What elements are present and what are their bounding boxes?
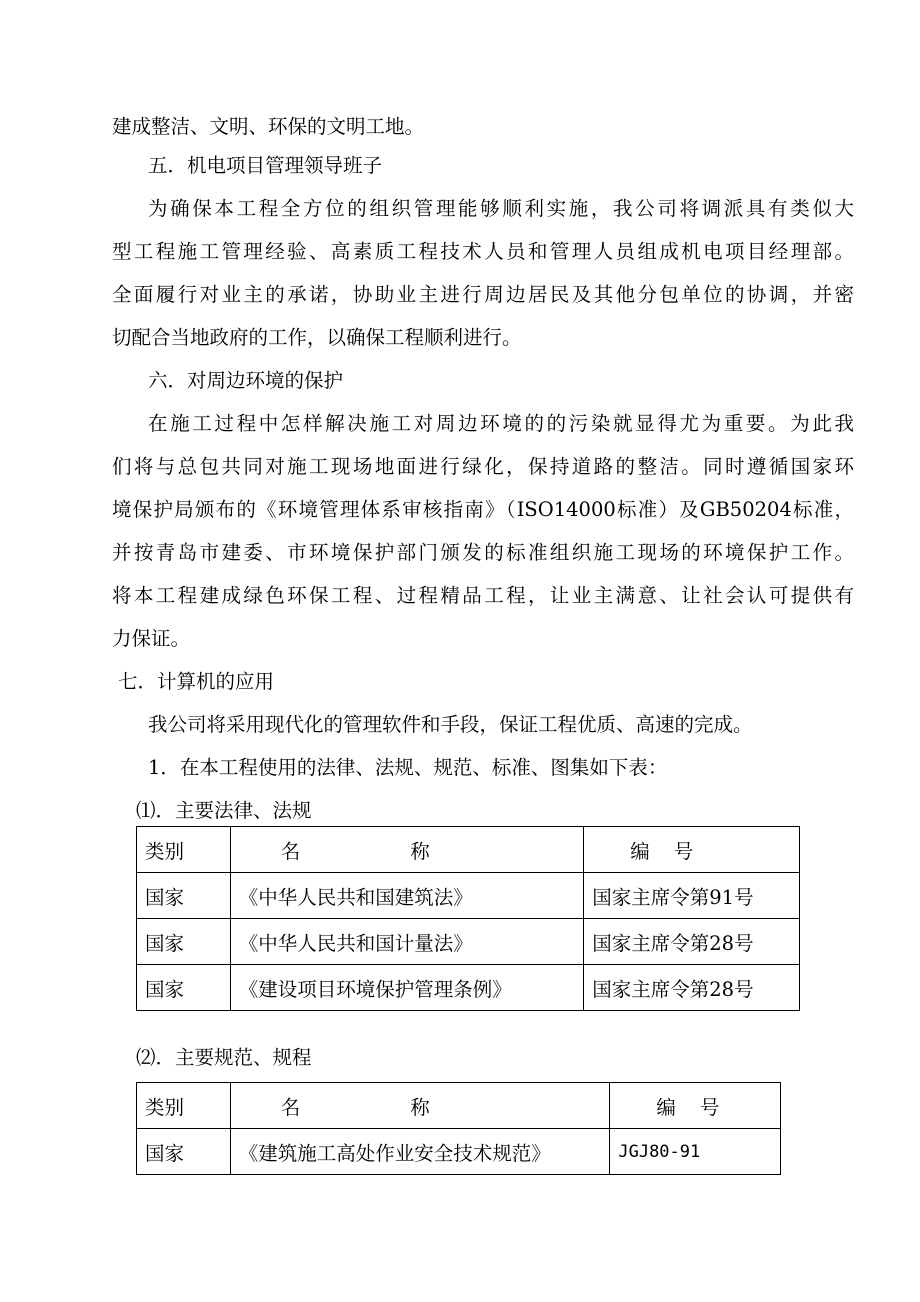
paragraph-line: 我公司将采用现代化的管理软件和手段，保证工程优质、高速的完成。 bbox=[148, 713, 753, 736]
header-code bbox=[584, 827, 800, 873]
cell-code: 国家主席令第91号 bbox=[584, 873, 800, 919]
header-name bbox=[230, 1083, 610, 1129]
header-category: 类别 bbox=[137, 827, 231, 873]
subsection-heading-2: ⑵．主要规范、规程 bbox=[136, 1046, 312, 1069]
header-name-char-2: 称 bbox=[410, 839, 430, 863]
cell-category: 国家 bbox=[137, 873, 231, 919]
cell-category: 国家 bbox=[137, 965, 231, 1011]
cell-code: 国家主席令第28号 bbox=[584, 919, 800, 965]
paragraph-line: 切配合当地政府的工作，以确保工程顺利进行。 bbox=[112, 326, 522, 349]
table-header-row bbox=[137, 1083, 781, 1129]
header-name-char-2: 称 bbox=[410, 1095, 430, 1119]
cell-category: 国家 bbox=[137, 1129, 231, 1175]
cell-code: 国家主席令第28号 bbox=[584, 965, 800, 1011]
standards-table bbox=[136, 1082, 781, 1175]
header-name-char-1: 名 bbox=[280, 1095, 301, 1119]
section-heading-6: 六．对周边环境的保护 bbox=[148, 369, 344, 392]
table-row bbox=[137, 873, 800, 919]
header-name-char-1: 名 bbox=[280, 839, 301, 863]
cell-name: 《建设项目环境保护管理条例》 bbox=[230, 965, 584, 1011]
section-heading-5: 五．机电项目管理领导班子 bbox=[148, 154, 383, 177]
header-name bbox=[230, 827, 584, 873]
header-code-char-1: 编 bbox=[630, 839, 650, 863]
table-row bbox=[137, 965, 800, 1011]
paragraph-line: 1．在本工程使用的法律、法规、规范、标准、图集如下表： bbox=[148, 756, 668, 779]
paragraph-line: 境保护局颁布的《环境管理体系审核指南》（ISO14000标准）及GB50204标准， bbox=[112, 498, 854, 521]
paragraph-line: 们将与总包共同对施工现场地面进行绿化，保持道路的整洁。同时遵循国家环 bbox=[112, 455, 854, 478]
paragraph-line: 为确保本工程全方位的组织管理能够顺利实施，我公司将调派具有类似大 bbox=[148, 197, 854, 220]
section-heading-7: 七．计算机的应用 bbox=[118, 670, 275, 693]
cell-name: 《中华人民共和国计量法》 bbox=[230, 919, 584, 965]
laws-table bbox=[136, 826, 800, 1011]
header-code bbox=[610, 1083, 781, 1129]
paragraph-line: 并按青岛市建委、市环境保护部门颁发的标准组织施工现场的环境保护工作。 bbox=[112, 541, 854, 564]
paragraph-line: 在施工过程中怎样解决施工对周边环境的的污染就显得尤为重要。为此我 bbox=[148, 412, 854, 435]
table-header-row bbox=[137, 827, 800, 873]
paragraph-line: 全面履行对业主的承诺，协助业主进行周边居民及其他分包单位的协调，并密 bbox=[112, 283, 854, 306]
header-category: 类别 bbox=[137, 1083, 231, 1129]
header-code-char-2: 号 bbox=[673, 839, 694, 863]
cell-code: JGJ80-91 bbox=[610, 1129, 781, 1175]
table-row bbox=[137, 1129, 781, 1175]
paragraph-line: 建成整洁、文明、环保的文明工地。 bbox=[112, 115, 425, 138]
cell-category: 国家 bbox=[137, 919, 231, 965]
subsection-heading-1: ⑴．主要法律、法规 bbox=[136, 799, 312, 822]
paragraph-line: 力保证。 bbox=[112, 627, 191, 650]
cell-name: 《建筑施工高处作业安全技术规范》 bbox=[230, 1129, 610, 1175]
paragraph-line: 将本工程建成绿色环保工程、过程精品工程，让业主满意、让社会认可提供有 bbox=[112, 584, 854, 607]
paragraph-line: 型工程施工管理经验、高素质工程技术人员和管理人员组成机电项目经理部。 bbox=[112, 240, 854, 263]
header-code-char-1: 编 bbox=[656, 1095, 676, 1119]
cell-name: 《中华人民共和国建筑法》 bbox=[230, 873, 584, 919]
header-code-char-2: 号 bbox=[699, 1095, 720, 1119]
table-row bbox=[137, 919, 800, 965]
